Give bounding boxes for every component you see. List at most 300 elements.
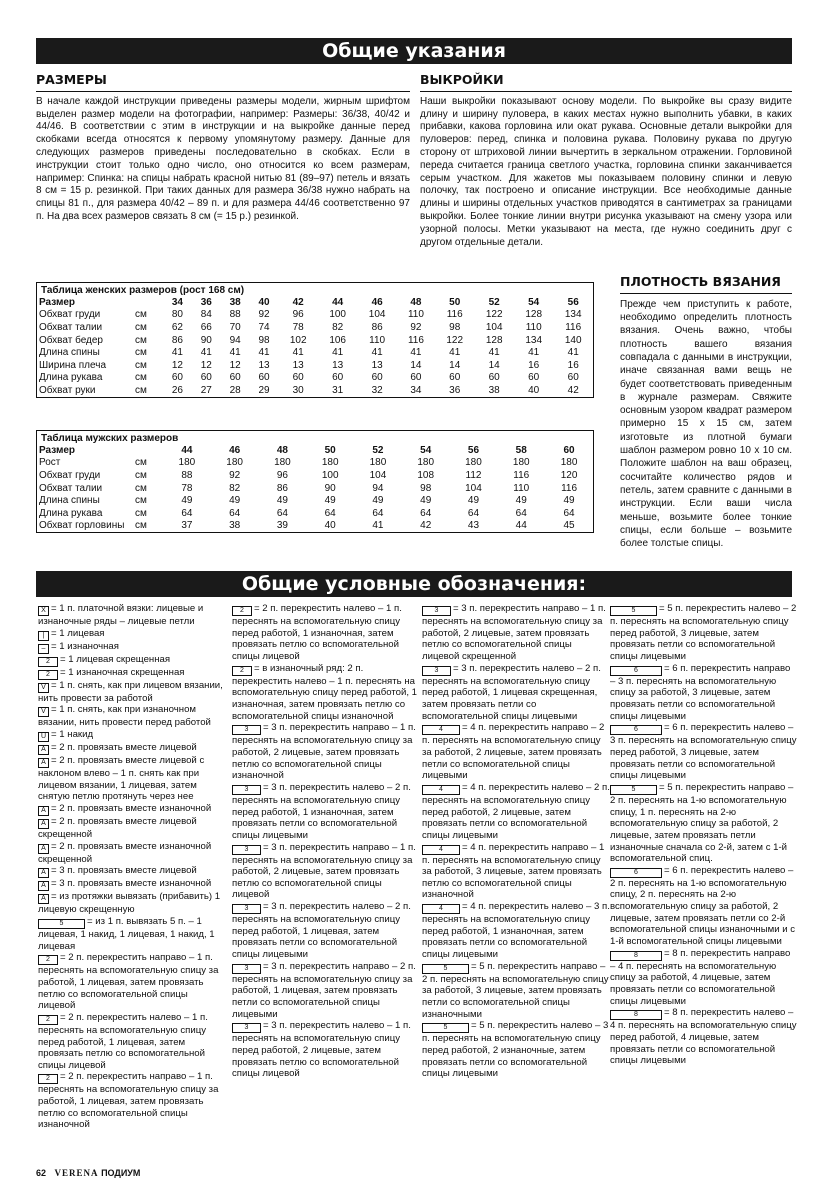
- row-name: Рост: [39, 457, 61, 469]
- row-name: Длина рукава: [39, 507, 103, 519]
- size-header: 52: [488, 296, 500, 308]
- table-row: [37, 469, 593, 482]
- cell-value: 60: [410, 372, 422, 384]
- cell-value: 74: [258, 321, 270, 333]
- stitch-symbol-icon: A: [38, 894, 49, 904]
- legend-item: [610, 603, 798, 663]
- cell-value: 128: [485, 334, 503, 346]
- cell-value: 78: [181, 482, 193, 494]
- table-row: [37, 384, 593, 397]
- row-name: Ширина плеча: [39, 359, 107, 371]
- row-name: Обхват груди: [39, 309, 101, 321]
- stitch-symbol-icon: A: [38, 819, 49, 829]
- legend-text: = 2 п. провязать вместе изнаночной: [51, 802, 212, 814]
- cell-value: 16: [567, 359, 579, 371]
- cell-value: 60: [488, 372, 500, 384]
- legend-text: = 2 п. перекрестить направо – 1 п. переснять на вспомогательную спицу за работой, 1 лицевая, затем провязать петлю со вспомогательной спицы изнаночной: [38, 1071, 219, 1131]
- cell-value: 106: [329, 334, 346, 346]
- patterns-heading: ВЫКРОЙКИ: [420, 72, 504, 87]
- cell-value: 62: [171, 321, 183, 333]
- women-size-table: [36, 282, 594, 398]
- legend-text: = 4 п. перекрестить налево – 2 п. переснять на вспомогательную спицу перед работой, 2 лицевые, затем провязать петли со вспомогательной спицы лицевыми: [422, 781, 610, 841]
- cell-value: 92: [258, 309, 270, 321]
- size-header: 44: [181, 444, 193, 456]
- stitch-symbol-icon: 3: [422, 606, 451, 616]
- table-row: [37, 520, 593, 533]
- legend-item: [38, 680, 226, 705]
- cell-value: 116: [513, 469, 530, 481]
- size-header: 34: [171, 296, 183, 308]
- cell-value: 134: [564, 309, 582, 321]
- cell-value: 41: [200, 347, 212, 359]
- stitch-symbol-icon: 2: [232, 666, 252, 676]
- legend-text: = 3 п. перекрестить налево – 2 п. переснять на вспомогательную спицу перед работой, 1 лицевая, затем провязать петли со вспомогательной спицы лицевыми: [232, 901, 411, 961]
- legend-text: = из 1 п. вывязать 5 п. – 1 лицевая, 1 накид, 1 лицевая, 1 накид, 1 лицевая: [38, 915, 215, 952]
- legend-item: [38, 628, 226, 641]
- cell-value: 41: [332, 347, 344, 359]
- cell-value: 49: [276, 495, 288, 507]
- men-size-table: [36, 430, 594, 533]
- cell-value: 80: [171, 309, 183, 321]
- cell-value: 32: [371, 384, 383, 396]
- legend-text: = 2 п. перекрестить налево – 1 п. переснять на вспомогательную спицу перед работой, 1 изнаночная, затем провязать петлю со вспомогательной спицы лицевой: [232, 603, 402, 662]
- cell-value: 37: [181, 520, 193, 532]
- size-header: 58: [515, 444, 527, 456]
- size-header: 56: [567, 296, 579, 308]
- stitch-symbol-icon: 4: [422, 845, 460, 855]
- cell-value: 88: [181, 469, 193, 481]
- cell-value: 180: [512, 457, 530, 469]
- legend-column-1: [38, 603, 226, 1131]
- stitch-symbol-icon: 3: [232, 785, 261, 795]
- stitch-symbol-icon: X: [38, 606, 49, 616]
- cell-value: 41: [171, 347, 183, 359]
- legend-text: = 6 п. перекрестить налево – 2 п. переснять на 1-ю вспомогательную спицу, 2 п. переснять на 2-ю вспомогательную спицу за работой, 2 лицевые, затем провязать петли со 2-й вспомогательной спицы изнаночными и с 1-й вспомогательной спицы лицевыми: [610, 864, 796, 948]
- row-name: Обхват груди: [39, 469, 101, 481]
- cell-value: 41: [258, 347, 270, 359]
- legend-text: = 1 изнаночная: [51, 640, 119, 652]
- sizes-text: В начале каждой инструкции приведены размеры модели, жирным шрифтом выделен размер модели на фотографии, например: Размеры: 36/38, 40/42 и 44/46. В соответствии с этим в инструкции и на выкройке данные перед скобками всегда относятся к первому упомянутому размеру. Данные для следующих размеров приведены последовательно в скобках. Если в инструкции стоит только одно число, оно относится ко всем размерам, например: Спинка: на спицы набрать красной нитью 81 (89–97) петель и вязать 8 см = 15 р. резинкой. При таких данных для размера 36/38 нужно набрать на спицы 81 п., для размера 40/42 – 89 п. и для размера 44/46 соответственно 97 п. На два всех размеров связать 8 см (= 15 р.) резинкой.: [36, 95, 410, 222]
- size-header: 50: [324, 444, 336, 456]
- stitch-symbol-icon: |: [38, 631, 49, 641]
- cell-value: 26: [171, 384, 183, 396]
- stitch-symbol-icon: 3: [232, 725, 261, 735]
- stitch-symbol-icon: 6: [610, 725, 662, 735]
- stitch-symbol-icon: –: [38, 644, 49, 654]
- stitch-symbol-icon: 3: [232, 964, 261, 974]
- stitch-symbol-icon: 6: [610, 868, 662, 878]
- cell-value: 60: [567, 372, 579, 384]
- cell-value: 49: [420, 495, 432, 507]
- cell-value: 94: [372, 482, 384, 494]
- density-section: [620, 276, 792, 550]
- legend-item: [422, 1020, 610, 1080]
- legend-text: = 1 изнаночная скрещенная: [60, 666, 185, 678]
- table-row: [37, 457, 593, 470]
- cell-value: 180: [226, 457, 243, 469]
- cell-value: 12: [229, 359, 241, 371]
- size-header: 54: [528, 296, 540, 308]
- cell-value: 49: [324, 495, 336, 507]
- legend-text: = 4 п. перекрестить налево – 3 п. переснять на вспомогательную спицу перед работой, 1 изнаночная, затем провязать петли со вспомогательной спицы лицевыми: [422, 901, 610, 961]
- legend-item: [422, 663, 610, 723]
- cell-value: 180: [560, 457, 578, 469]
- size-header: 54: [420, 444, 432, 456]
- stitch-symbol-icon: A: [38, 881, 49, 891]
- stitch-symbol-icon: 5: [610, 606, 657, 616]
- cell-value: 116: [565, 321, 582, 333]
- row-name: Обхват талии: [39, 482, 103, 494]
- size-header: 40: [258, 296, 270, 308]
- cell-value: 38: [229, 520, 241, 532]
- legend-text: = 1 п. платочной вязки: лицевые и изнаночные ряды – лицевые петли: [38, 603, 204, 627]
- stitch-symbol-icon: A: [38, 868, 49, 878]
- cell-value: 104: [369, 469, 387, 481]
- stitch-symbol-icon: 8: [610, 1010, 662, 1020]
- cell-value: 108: [417, 469, 435, 481]
- cell-value: 70: [229, 321, 241, 333]
- cell-value: 180: [465, 457, 482, 469]
- brand-name: VERENA: [54, 1168, 99, 1178]
- cell-value: 60: [292, 372, 304, 384]
- table-row: [37, 309, 593, 322]
- cell-value: 60: [258, 372, 270, 384]
- row-unit: см: [135, 482, 147, 494]
- legend-item: [422, 901, 610, 961]
- cell-value: 86: [276, 482, 288, 494]
- row-unit: см: [135, 359, 147, 371]
- size-header: 48: [410, 296, 422, 308]
- legend-text: = 2 п. перекрестить направо – 1 п. переснять на вспомогательную спицу за работой, 1 лицевая, затем провязать петлю со вспомогательной спицы лицевой: [38, 952, 219, 1012]
- legend-column-4: [610, 603, 798, 1067]
- legend-item: [38, 729, 226, 742]
- table-header-label: Размер: [39, 296, 76, 308]
- cell-value: 13: [371, 359, 383, 371]
- cell-value: 64: [276, 507, 288, 519]
- cell-value: 180: [369, 457, 387, 469]
- legend-text: = 3 п. перекрестить направо – 1 п. переснять на вспомогательную спицу за работой, 2 лицевые, затем провязать петлю со вспомогательной спицы лицевой: [232, 841, 416, 901]
- legend-text: = 2 п. провязать вместе изнаночной скрещенной: [38, 840, 212, 865]
- cell-value: 49: [181, 495, 193, 507]
- cell-value: 88: [229, 309, 241, 321]
- cell-value: 45: [563, 520, 575, 532]
- legend-item: [422, 603, 610, 663]
- cell-value: 49: [515, 495, 527, 507]
- cell-value: 180: [321, 457, 339, 469]
- cell-value: 104: [368, 309, 386, 321]
- legend-item: [610, 663, 798, 723]
- table-row: [37, 507, 593, 520]
- legend-item: [38, 667, 226, 680]
- size-header: 48: [276, 444, 288, 456]
- legend-item: [232, 842, 420, 902]
- legend-text: = 3 п. перекрестить налево – 2 п. переснять на вспомогательную спицу перед работой, 1 лицевая скрещенная, затем провязать петли со вспомогательной спицы лицевыми: [422, 662, 601, 722]
- page-footer: [36, 1168, 140, 1178]
- cell-value: 60: [528, 372, 540, 384]
- legend-item: [232, 722, 420, 782]
- sizes-heading: РАЗМЕРЫ: [36, 72, 107, 87]
- cell-value: 116: [561, 482, 578, 494]
- cell-value: 27: [200, 384, 212, 396]
- cell-value: 41: [449, 347, 461, 359]
- row-name: Длина спины: [39, 495, 100, 507]
- cell-value: 13: [292, 359, 304, 371]
- cell-value: 122: [446, 334, 464, 346]
- legend-item: [38, 916, 226, 952]
- legend-text: = 1 лицевая: [51, 627, 105, 639]
- table-header-label: Размер: [39, 444, 76, 456]
- legend-item: [232, 961, 420, 1021]
- legend-item: [38, 1071, 226, 1131]
- cell-value: 104: [485, 321, 503, 333]
- cell-value: 41: [229, 347, 241, 359]
- size-header: 52: [372, 444, 384, 456]
- size-header: 36: [200, 296, 212, 308]
- legend-text: = 3 п. перекрестить налево – 2 п. переснять на вспомогательную спицу перед работой, 1 изнаночная, затем провязать петли со вспомогательной спицы лицевыми: [232, 781, 411, 841]
- size-header: 50: [449, 296, 461, 308]
- cell-value: 64: [467, 507, 480, 519]
- legend-item: [38, 865, 226, 878]
- legend-item: [38, 704, 226, 729]
- cell-value: 110: [513, 482, 530, 494]
- cell-value: 49: [467, 495, 480, 507]
- cell-value: 86: [171, 334, 183, 346]
- cell-value: 64: [229, 507, 241, 519]
- cell-value: 120: [560, 469, 578, 481]
- size-header: 46: [371, 296, 383, 308]
- cell-value: 60: [229, 372, 241, 384]
- stitch-symbol-icon: 4: [422, 904, 460, 914]
- cell-value: 41: [488, 347, 500, 359]
- legend-column-3: [422, 603, 610, 1080]
- legend-text: = 2 п. провязать вместе лицевой: [51, 741, 197, 753]
- cell-value: 134: [525, 334, 543, 346]
- cell-value: 140: [564, 334, 582, 346]
- cell-value: 12: [171, 359, 183, 371]
- table-row: [37, 494, 593, 507]
- legend-text: = 4 п. перекрестить направо – 2 п. переснять на вспомогательную спицу за работой, 2 лицевые, затем провязать петли со вспомогательной спицы лицевыми: [422, 722, 605, 782]
- cell-value: 49: [563, 495, 575, 507]
- sizes-section: [36, 74, 410, 224]
- cell-value: 60: [200, 372, 212, 384]
- cell-value: 78: [292, 321, 304, 333]
- legend-item: [422, 722, 610, 782]
- cell-value: 29: [258, 384, 270, 396]
- stitch-symbol-icon: 5: [610, 785, 657, 795]
- cell-value: 96: [276, 469, 288, 481]
- legend-text: = 5 п. перекрестить направо – 2 п. переснять на 1-ю вспомогательную спицу, 1 п. переснять на 2-ю вспомогательную спицу за работой, 2 лицевые, затем провязать петли изнаночные сначала со 2-й, затем с 1-й вспомогательной спиц.: [610, 781, 794, 865]
- cell-value: 116: [446, 309, 463, 321]
- cell-value: 14: [449, 359, 461, 371]
- legend-column-2: [232, 603, 420, 1080]
- stitch-symbol-icon: 2: [38, 1074, 58, 1084]
- legend-item: [38, 654, 226, 667]
- cell-value: 96: [292, 309, 304, 321]
- cell-value: 60: [449, 372, 461, 384]
- stitch-symbol-icon: V: [38, 707, 49, 717]
- cell-value: 116: [407, 334, 424, 346]
- row-unit: см: [135, 309, 147, 321]
- legend-text: = 3 п. провязать вместе изнаночной: [51, 878, 212, 890]
- cell-value: 180: [274, 457, 291, 469]
- table-row: [37, 334, 593, 347]
- legend-text: = в изнаночный ряд: 2 п. перекрестить налево – 1 п. переснять на вспомогательную спицу перед работой, 1 изнаночная, затем провязать петлю со вспомогательной спицы изнаночной: [232, 662, 418, 722]
- legend-item: [38, 803, 226, 816]
- cell-value: 31: [332, 384, 344, 396]
- cell-value: 28: [229, 384, 241, 396]
- cell-value: 90: [324, 482, 336, 494]
- cell-value: 38: [488, 384, 500, 396]
- row-name: Обхват горловины: [39, 520, 125, 532]
- legend-text: = из протяжки вывязать (прибавить) 1 лицевую скрещенную: [38, 891, 221, 916]
- cell-value: 112: [465, 469, 482, 481]
- row-unit: см: [135, 495, 147, 507]
- legend-item: [38, 816, 226, 841]
- stitch-symbol-icon: 3: [232, 904, 261, 914]
- stitch-symbol-icon: 8: [610, 951, 662, 961]
- row-unit: см: [135, 457, 147, 469]
- cell-value: 122: [485, 309, 503, 321]
- legend-item: [38, 841, 226, 866]
- cell-value: 41: [410, 347, 422, 359]
- cell-value: 82: [229, 482, 241, 494]
- cell-value: 100: [321, 469, 339, 481]
- cell-value: 40: [528, 384, 540, 396]
- legend-item: [38, 952, 226, 1012]
- legend-item: [38, 1012, 226, 1072]
- cell-value: 110: [525, 321, 542, 333]
- cell-value: 30: [292, 384, 304, 396]
- row-unit: см: [135, 321, 147, 333]
- stitch-symbol-icon: 3: [422, 666, 451, 676]
- cell-value: 60: [332, 372, 344, 384]
- cell-value: 42: [420, 520, 432, 532]
- legend-item: [38, 755, 226, 803]
- cell-value: 49: [229, 495, 241, 507]
- cell-value: 110: [407, 309, 424, 321]
- legend-item: [232, 603, 420, 663]
- legend-item: [610, 948, 798, 1008]
- cell-value: 100: [329, 309, 346, 321]
- size-header: 46: [229, 444, 241, 456]
- size-header: 60: [563, 444, 575, 456]
- row-name: Длина спины: [39, 347, 100, 359]
- row-unit: см: [135, 372, 147, 384]
- cell-value: 102: [289, 334, 307, 346]
- cell-value: 98: [258, 334, 270, 346]
- cell-value: 12: [200, 359, 212, 371]
- cell-value: 39: [276, 520, 288, 532]
- legend-text: = 4 п. перекрестить направо – 1 п. переснять на вспомогательную спицу за работой, 3 лицевые, затем провязать петлю со вспомогательной спицы изнаночной: [422, 841, 605, 901]
- stitch-symbol-icon: 5: [422, 964, 469, 974]
- cell-value: 43: [467, 520, 480, 532]
- cell-value: 98: [449, 321, 461, 333]
- row-unit: см: [135, 347, 147, 359]
- cell-value: 64: [515, 507, 527, 519]
- legend-text: = 5 п. перекрестить налево – 3 п. переснять на вспомогательную спицу перед работой, 2 изнаночные, затем провязать петли со вспомогательной спицы лицевыми: [422, 1020, 609, 1080]
- patterns-text: Наши выкройки показывают основу модели. По выкройке вы сразу видите длину и ширину пуловера, в каких местах нужно выполнить убавки, в каких прибавки, какова горловина или окат рукава. Основные детали выкройки для пуловеров: перед, спинка и половина рукава. Половину рукава по другую сторону от штриховой линии вычертить в зеркальном отражении. Горловиной переда считается граница светлого участка, горловина спинки заканчивается серым участком. Для жакетов мы показываем половину спинки и левую полочку, так построено и описание инструкции. Все необходимые данные длины и ширины отдельных участков приводятся в сантиметрах за границами выкройки. Более тонкие линии внутри рисунка указывают на смену узора или узорной полосы. Метки указывают на места, где нужно соединить друг с другом отдельные детали.: [420, 95, 792, 248]
- section-banner-symbols: Общие условные обозначения:: [36, 571, 792, 597]
- cell-value: 41: [372, 520, 384, 532]
- row-name: Обхват руки: [39, 384, 96, 396]
- legend-item: [232, 901, 420, 961]
- row-unit: см: [135, 384, 147, 396]
- row-name: Обхват бедер: [39, 334, 103, 346]
- row-unit: см: [135, 520, 147, 532]
- cell-value: 64: [324, 507, 336, 519]
- legend-text: = 3 п. перекрестить налево – 1 п. переснять на вспомогательную спицу перед работой, 2 лицевые, затем провязать петлю со вспомогательной спицы лицевой: [232, 1020, 411, 1080]
- stitch-symbol-icon: 5: [38, 919, 85, 929]
- cell-value: 64: [181, 507, 193, 519]
- cell-value: 98: [420, 482, 432, 494]
- legend-item: [422, 842, 610, 902]
- legend-item: [38, 641, 226, 654]
- cell-value: 66: [200, 321, 212, 333]
- stitch-symbol-icon: 2: [38, 955, 58, 965]
- table-row: [37, 482, 593, 495]
- stitch-symbol-icon: 4: [422, 785, 460, 795]
- legend-text: = 3 п. провязать вместе лицевой: [51, 865, 197, 877]
- cell-value: 128: [525, 309, 543, 321]
- cell-value: 90: [200, 334, 212, 346]
- cell-value: 36: [449, 384, 461, 396]
- legend-text: = 8 п. перекрестить направо – 4 п. переснять на вспомогательную спицу за работой, 4 лицевые, затем провязать петли со вспомогательной спицы лицевыми: [610, 947, 791, 1007]
- stitch-symbol-icon: 4: [422, 725, 460, 735]
- page-number: 62: [36, 1168, 47, 1178]
- cell-value: 64: [563, 507, 575, 519]
- table-row: [37, 346, 593, 359]
- table-row: [37, 372, 593, 385]
- legend-item: [38, 742, 226, 755]
- legend-text: = 3 п. перекрестить направо – 1 п. переснять на вспомогательную спицу за работой, 2 лицевые, затем провязать петлю со вспомогательной спицы изнаночной: [232, 722, 416, 782]
- cell-value: 41: [567, 347, 579, 359]
- legend-text: = 8 п. перекрестить налево – 4 п. переснять на вспомогательную спицу перед работой, 4 лицевые, затем провязать петли со вспомогательной спицы лицевыми: [610, 1007, 797, 1067]
- cell-value: 41: [292, 347, 304, 359]
- cell-value: 42: [567, 384, 579, 396]
- legend-item: [38, 603, 226, 628]
- row-unit: см: [135, 469, 147, 481]
- size-header: 42: [292, 296, 304, 308]
- patterns-section: [420, 74, 792, 249]
- legend-text: = 3 п. перекрестить направо – 1 п. переснять на вспомогательную спицу за работой, 2 лицевые, затем провязать петлю со вспомогательной спицы лицевой скрещенной: [422, 603, 606, 662]
- brand-name-2: ПОДИУМ: [101, 1168, 141, 1178]
- stitch-symbol-icon: A: [38, 758, 49, 768]
- cell-value: 14: [410, 359, 422, 371]
- legend-text: = 5 п. перекрестить направо – 2 п. переснять на вспомогательную спицу за работой, 3 лицевые, затем провязать петли со вспомогательной спицы изнаночными: [422, 960, 609, 1020]
- row-unit: см: [135, 334, 147, 346]
- cell-value: 40: [324, 520, 336, 532]
- cell-value: 34: [410, 384, 422, 396]
- legend-item: [232, 782, 420, 842]
- cell-value: 16: [528, 359, 540, 371]
- legend-item: [232, 663, 420, 723]
- stitch-symbol-icon: A: [38, 844, 49, 854]
- legend-text: = 2 п. перекрестить налево – 1 п. переснять на вспомогательную спицу перед работой, 1 лицевая, затем провязать петлю со вспомогательной спицы лицевой: [38, 1011, 208, 1071]
- legend-item: [422, 961, 610, 1021]
- cell-value: 41: [371, 347, 383, 359]
- cell-value: 13: [258, 359, 270, 371]
- cell-value: 86: [371, 321, 383, 333]
- stitch-symbol-icon: 6: [610, 666, 662, 676]
- legend-text: = 2 п. провязать вместе лицевой скрещенной: [38, 815, 197, 840]
- density-heading: ПЛОТНОСТЬ ВЯЗАНИЯ: [620, 274, 781, 289]
- stitch-symbol-icon: A: [38, 806, 49, 816]
- legend-item: [610, 722, 798, 782]
- legend-item: [610, 782, 798, 865]
- stitch-symbol-icon: 5: [422, 1023, 469, 1033]
- stitch-symbol-icon: 2: [38, 657, 58, 667]
- stitch-symbol-icon: A: [38, 745, 49, 755]
